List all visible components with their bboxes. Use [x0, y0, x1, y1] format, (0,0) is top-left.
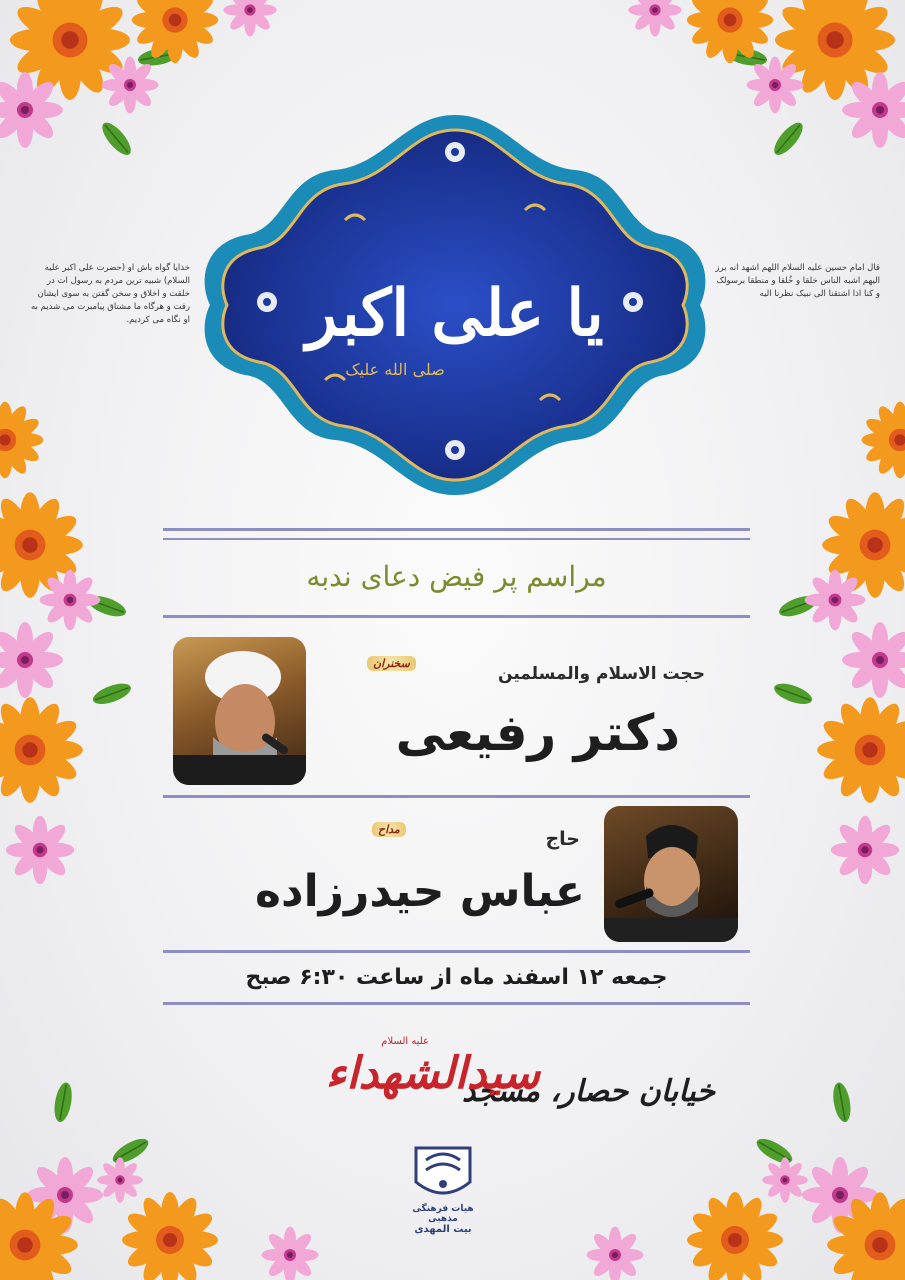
speaker-name: دکتر رفیعی [395, 704, 680, 762]
organization-logo [398, 1140, 488, 1252]
right-quote-text: قال امام حسین علیه السلام اللهم اشهد انه برز الیهم اشبه الناس خلقا و خُلقا و منطقا برسولک و کنا اذا اشتقنا الی نبیک نظرنا الیه [715, 263, 880, 299]
speaker-title: حجت الاسلام والمسلمین [498, 664, 705, 684]
emblem-small-calligraphy: صلی الله علیک [345, 360, 445, 379]
emblem-medallion [195, 110, 715, 500]
address-honorific: علیه السلام [381, 1036, 429, 1047]
speaker-role-badge: سخنران [367, 656, 416, 671]
eulogist-photo [604, 806, 738, 942]
divider-line [163, 1002, 750, 1005]
emblem-main-calligraphy: یا علی اکبر [306, 276, 604, 351]
divider-line [163, 528, 750, 531]
speaker-photo [173, 637, 306, 785]
divider-line [163, 950, 750, 953]
logo-line1: هیات فرهنگی مذهبی [412, 1204, 474, 1224]
divider-line [163, 795, 750, 798]
eulogist-name: عباس حیدرزاده [255, 866, 585, 917]
divider-line [163, 538, 750, 540]
logo-line2: بیت المهدی [414, 1224, 472, 1235]
eulogist-role-badge: مداح [372, 822, 406, 837]
address-block [195, 1030, 715, 1150]
schedule-text: جمعه ۱۲ اسفند ماه از ساعت ۶:۳۰ صبح [245, 965, 668, 990]
ceremony-title: مراسم پر فیض دعای ندبه [306, 560, 607, 593]
address-street: خیابان حصار، مسجد [462, 1074, 715, 1109]
left-quote-text: خدایا گواه باش او (حضرت علی اکبر علیه السلام) شبیه ترین مردم به رسول ات در خلقت و اخلاق و سخن گفتن به سوی ایشان رفت و هرگاه ما مشتاق پیامبرت می شدیم به او نگاه می کردیم. [30, 263, 190, 325]
address-mosque: سیدالشهداء [325, 1048, 540, 1099]
eulogist-title: حاج [545, 828, 580, 850]
logo-emblem-icon [408, 1140, 478, 1200]
divider-line [163, 615, 750, 618]
